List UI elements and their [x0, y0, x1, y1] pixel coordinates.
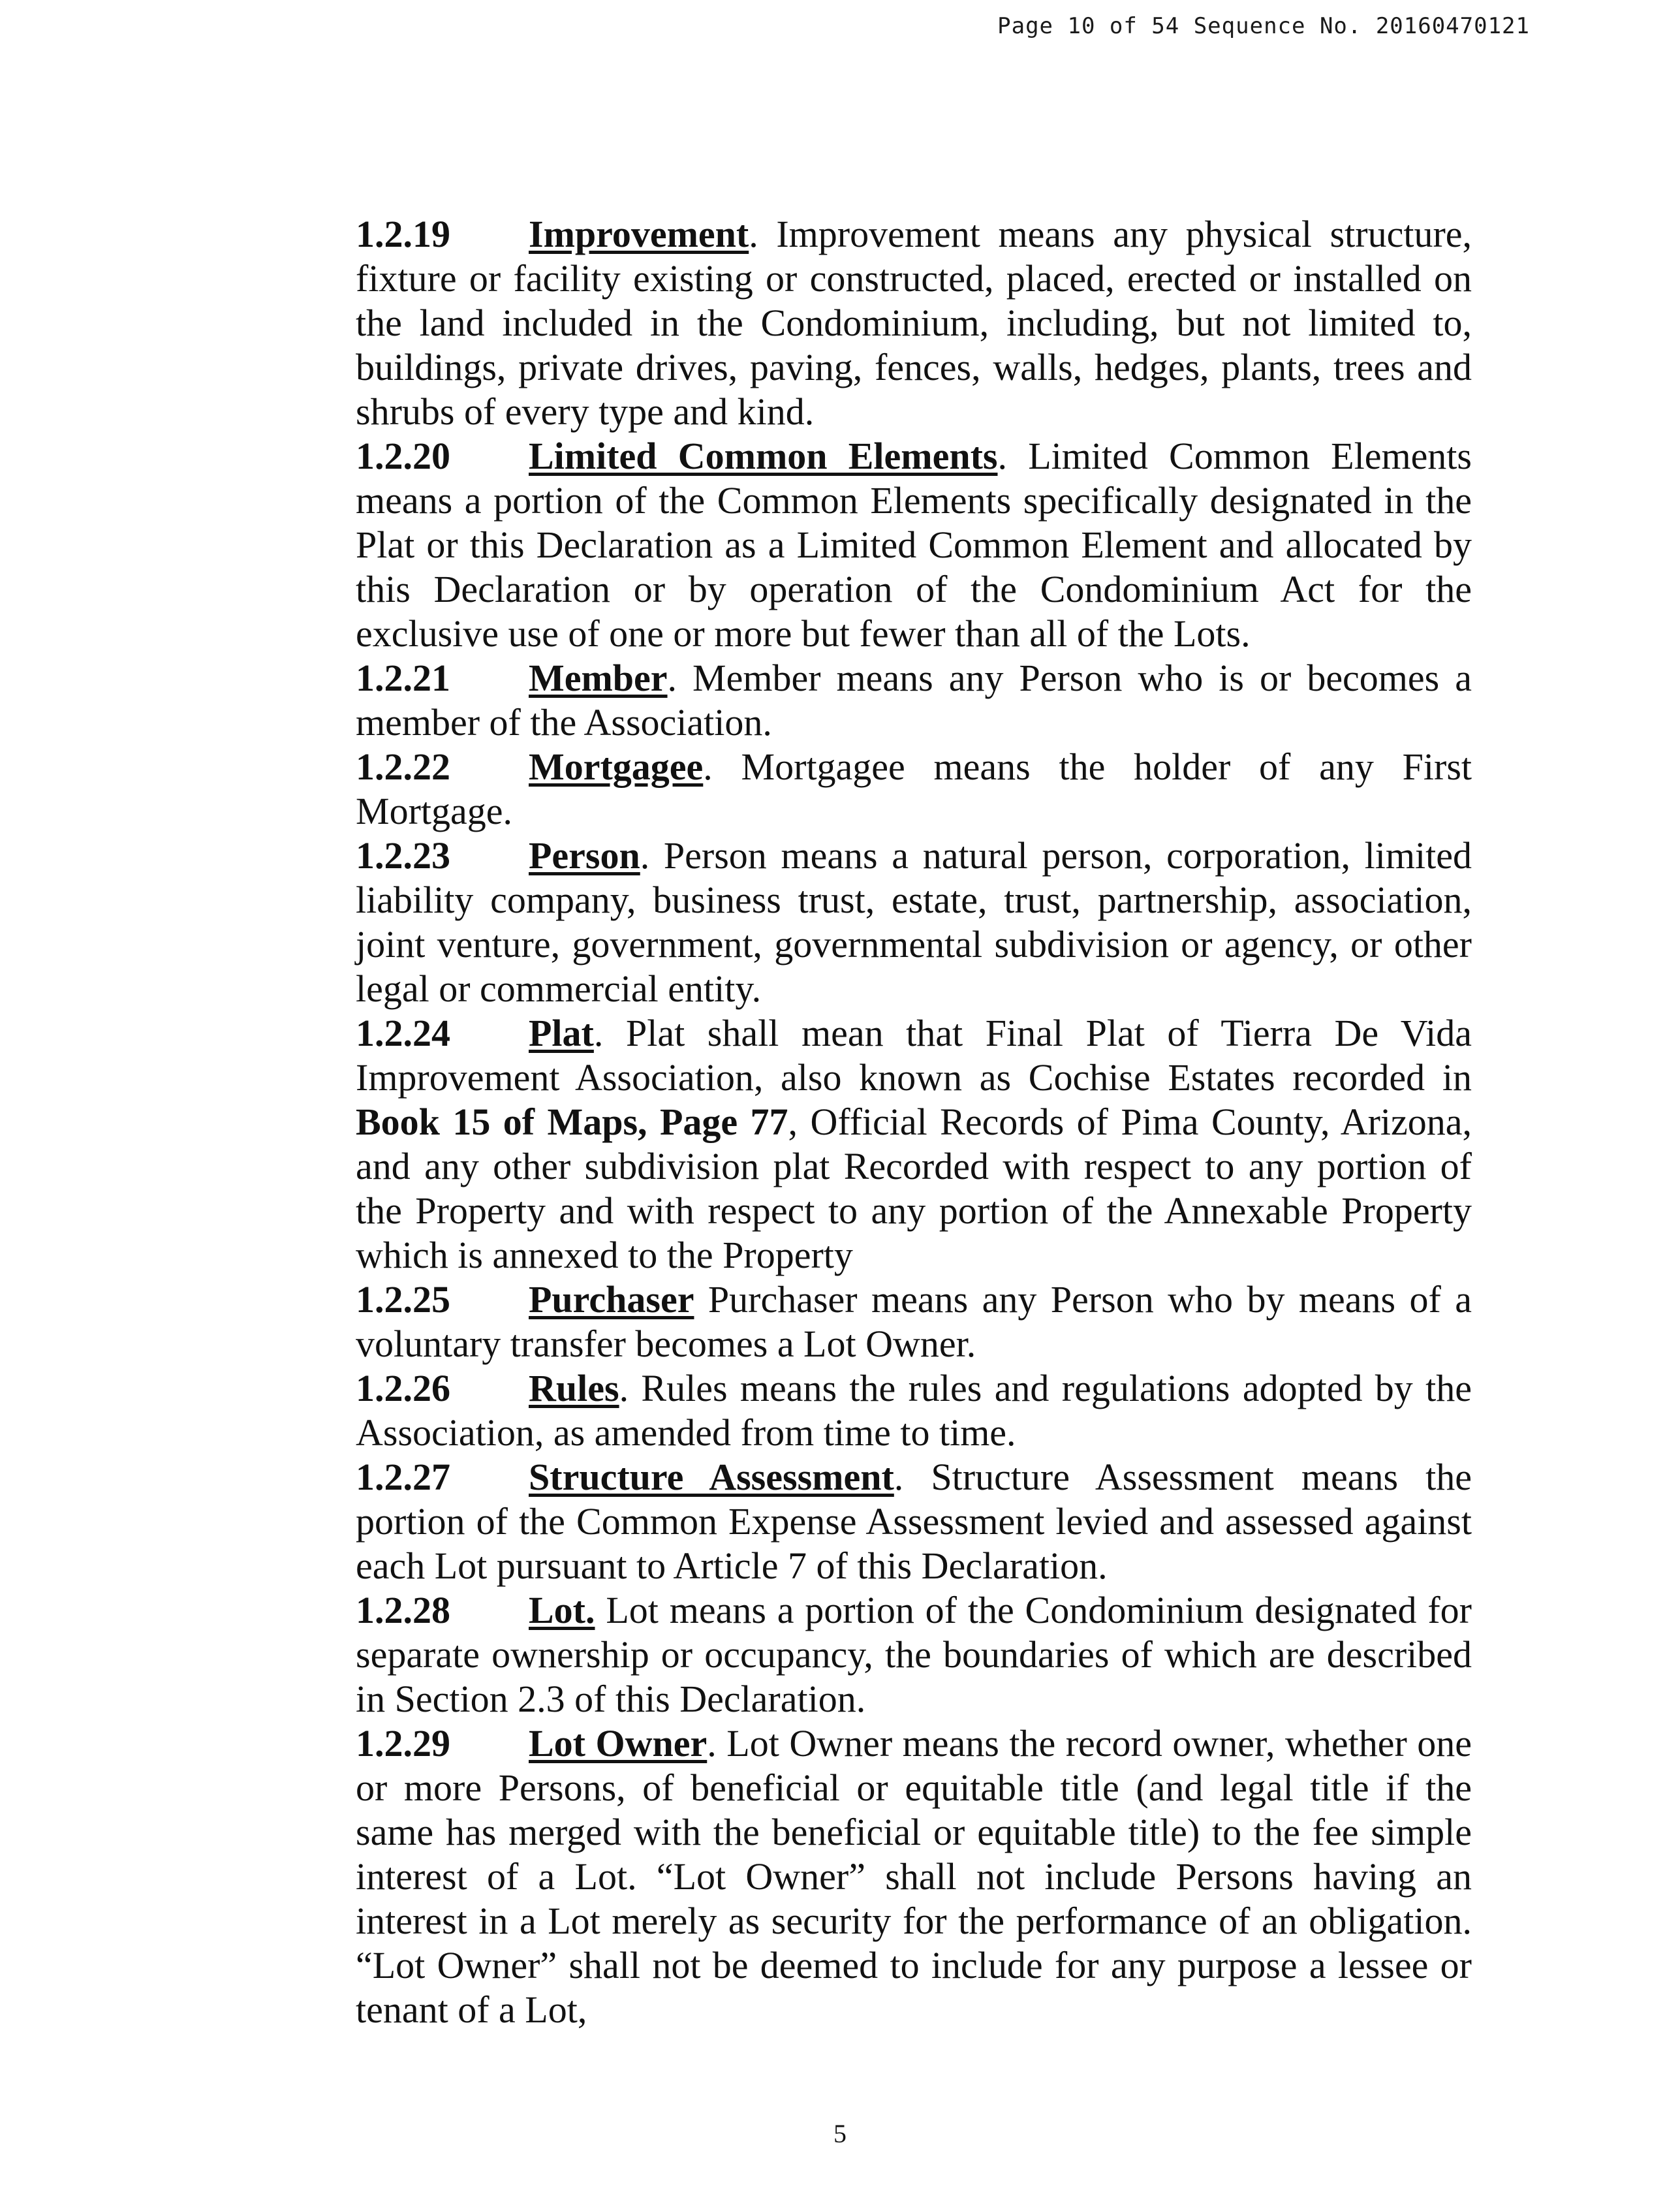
definition-1-2-20 — [356, 434, 1472, 656]
definition-1-2-23 — [356, 834, 1472, 1011]
defined-term: Rules — [529, 1367, 619, 1409]
section-number: 1.2.27 — [356, 1456, 450, 1498]
term-punctuation: . — [997, 435, 1007, 477]
section-number: 1.2.26 — [356, 1367, 450, 1409]
defined-term: Limited Common Elements — [529, 435, 998, 477]
page-number: 5 — [833, 2119, 847, 2148]
map-reference: Book 15 of Maps, Page 77 — [356, 1101, 788, 1143]
term-punctuation: . — [640, 834, 650, 877]
term-punctuation: . — [894, 1456, 904, 1498]
definition-1-2-22 — [356, 745, 1472, 834]
section-number: 1.2.25 — [356, 1278, 450, 1321]
definition-text: Limited Common Elements means a portion of the Common Elements specifically designated in the Plat or this Declaration as a Limited Common Element and allocated by this Declaration or by operation of the Condominium Act for the exclusive use of one or more but fewer than all of the Lots. — [356, 435, 1472, 655]
definition-text: Improvement means any physical structure, fixture or facility existing or constructed, placed, erected or installed on the land included in the Condominium, including, but not limited to, buildings, private drives, paving, fences, walls, hedges, plants, trees and shrubs of every type and kind. — [356, 213, 1472, 433]
page-header: Page 10 of 54 Sequence No. 20160470121 — [997, 13, 1530, 39]
section-number: 1.2.21 — [356, 657, 450, 699]
definition-text: Member means any Person who is or becomes a member of the Association. — [356, 657, 1472, 744]
definition-text: Plat shall mean that Final Plat of Tierra De Vida Improvement Association, also known as Cochise Estates recorded in — [356, 1012, 1472, 1099]
definition-text: Structure Assessment means the portion of the Common Expense Assessment levied and assessed against each Lot pursuant to Article 7 of this Declaration. — [356, 1456, 1472, 1587]
defined-term: Lot Owner — [529, 1722, 708, 1764]
defined-term: Lot. — [529, 1589, 595, 1631]
defined-term: Improvement — [529, 213, 749, 255]
document-body — [356, 212, 1472, 2032]
definition-text-continued: , Official Records of Pima County, Arizona, and any other subdivision plat Recorded with respect to any portion of the Property and with respect to any portion of the Annexable Property which is annexed to the Property — [356, 1101, 1472, 1276]
term-punctuation: . — [749, 213, 758, 255]
definition-text: Purchaser means any Person who by means of a voluntary transfer becomes a Lot Owner. — [356, 1278, 1472, 1365]
term-punctuation: . — [619, 1367, 629, 1409]
section-number: 1.2.23 — [356, 834, 450, 877]
definition-text: Rules means the rules and regulations adopted by the Association, as amended from time to time. — [356, 1367, 1472, 1454]
section-number: 1.2.28 — [356, 1589, 450, 1631]
definition-1-2-27 — [356, 1455, 1472, 1588]
definition-text: Lot means a portion of the Condominium designated for separate ownership or occupancy, the boundaries of which are described in Section 2.3 of this Declaration. — [356, 1589, 1472, 1720]
section-number: 1.2.22 — [356, 745, 450, 788]
section-number: 1.2.24 — [356, 1012, 450, 1054]
definition-1-2-25 — [356, 1278, 1472, 1366]
defined-term: Mortgagee — [529, 745, 704, 788]
defined-term: Plat — [529, 1012, 594, 1054]
defined-term: Member — [529, 657, 668, 699]
definition-1-2-19 — [356, 212, 1472, 434]
section-number: 1.2.20 — [356, 435, 450, 477]
defined-term: Purchaser — [529, 1278, 694, 1321]
term-punctuation: . — [703, 745, 713, 788]
term-punctuation: . — [667, 657, 677, 699]
term-punctuation: . — [707, 1722, 717, 1764]
section-number: 1.2.19 — [356, 213, 450, 255]
defined-term: Person — [529, 834, 640, 877]
definition-text: Mortgagee means the holder of any First Mortgage. — [356, 745, 1472, 832]
definition-text: Lot Owner means the record owner, whether one or more Persons, of beneficial or equitable title (and legal title if the same has merged with the beneficial or equitable title) to the fee simple interest of a Lot. “Lot Owner” shall not include Persons having an interest in a Lot merely as security for the performance of an obligation. “Lot Owner” shall not be deemed to include for any purpose a lessee or tenant of a Lot, — [356, 1722, 1472, 2031]
definition-text: Person means a natural person, corporation, limited liability company, business trust, estate, trust, partnership, association, joint venture, government, governmental subdivision or agency, or other legal or commercial entity. — [356, 834, 1472, 1010]
term-punctuation: . — [593, 1012, 604, 1054]
definition-1-2-26 — [356, 1366, 1472, 1455]
defined-term: Structure Assessment — [529, 1456, 894, 1498]
definition-1-2-21 — [356, 656, 1472, 745]
section-number: 1.2.29 — [356, 1722, 450, 1764]
definition-1-2-24 — [356, 1011, 1472, 1278]
definition-1-2-29 — [356, 1721, 1472, 2032]
definition-1-2-28 — [356, 1588, 1472, 1721]
